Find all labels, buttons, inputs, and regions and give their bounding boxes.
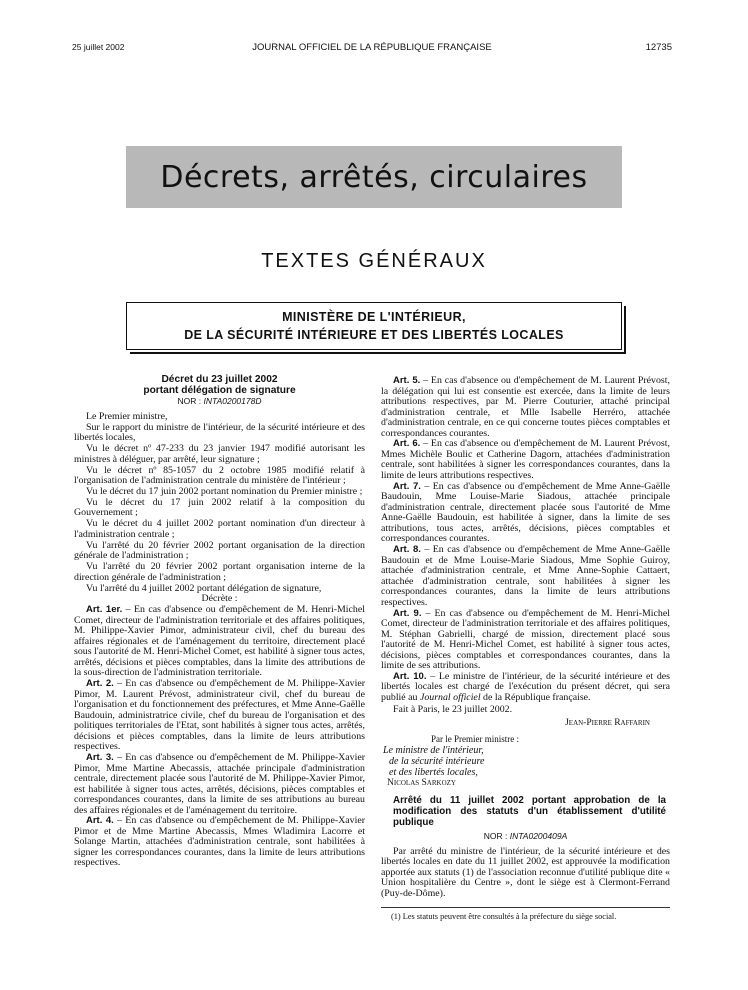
ministry-line-2: DE LA SÉCURITÉ INTÉRIEURE ET DES LIBERTÉS LOCALES	[184, 328, 564, 342]
footnote: (1) Les statuts peuvent être consultés à la préfecture du siège social.	[381, 907, 670, 922]
decree-title-line-2: portant délégation de signature	[143, 385, 296, 396]
article-label: Art. 3.	[86, 752, 114, 764]
article-label: Art. 1er.	[86, 604, 123, 616]
arrete-body: Par arrêté du ministre de l'intérieur, de la sécurité intérieure et des libertés locales en date du 11 juillet 2002, est approuvée la modification apportée aux statuts (1) de l'association reconnue d'utilité publique dite « Union hospitalière du Centre », dont le siège est à Clermont-Ferrand (Puy-de-Dôme).	[381, 845, 670, 899]
journal-officiel-ref: Journal officiel	[419, 691, 481, 703]
intro-paragraph: Vu le décret nº 85-1057 du 2 octobre 1985 modifié relatif à l'organisation de l'administration centrale du ministère de l'intérieur ;	[74, 464, 365, 487]
minister-title-line: et des libertés locales,	[389, 766, 478, 778]
right-column	[381, 376, 670, 922]
article	[74, 605, 365, 679]
article	[381, 672, 670, 704]
intro-paragraph: Vu l'arrêté du 20 février 2002 portant organisation de la direction générale de l'administration ;	[74, 539, 365, 562]
page-header	[72, 42, 672, 56]
minister-title-line: Le ministre de l'intérieur,	[383, 744, 484, 756]
article	[381, 609, 670, 672]
article-text: de la République française.	[480, 691, 591, 703]
header-page-number: 12735	[645, 42, 672, 53]
decrete-line: Décrète :	[201, 593, 238, 605]
minister-title-line: de la sécurité intérieure	[389, 755, 485, 767]
intro-paragraph: Le Premier ministre,	[86, 411, 168, 422]
article-text: – Le ministre de l'intérieur, de la sécurité intérieure et des libertés locales est chargé de l'exécution du présent décret, qui sera publié au	[381, 670, 670, 703]
minister-name: Nicolas Sarkozy	[387, 777, 456, 788]
article-label: Art. 10.	[393, 670, 427, 682]
ministry-line-1: MINISTÈRE DE L'INTÉRIEUR,	[282, 310, 466, 324]
article	[74, 753, 365, 816]
article-text: – En cas d'absence ou d'empêchement de Mme Anne-Gaëlle Baudouin et de Mme Louise-Marie Siadous, Mme Sophie Guiroy, attachée d'administration centrale, et Mme Anne-Sophie Cattaert, attachée d'administration centrale, sont habilitées à signer les correspondances courantes, dans la limite de leurs attributions respectives.	[381, 544, 670, 608]
article-text: – En cas d'absence ou d'empêchement de M. Philippe-Xavier Pimor, M. Laurent Prévost, administrateur civil, chef du bureau de l'organisation et du fonctionnement des préfectures, et Mme Anne-Gaëlle Baudouin, administratrice civile, chef du bureau de l'organisation et des politiques territoriales de l'Etat, sont habilités à signer tous actes, arrêtés, décisions et pièces comptables, dans la limite de leurs attributions respectives.	[74, 678, 365, 753]
article-text: – En cas d'absence ou d'empêchement de M. Philippe-Xavier Pimor et de Mme Martine Abecassis, Mmes Wladimira Lacorre et Solange Martin, attachées d'administration centrale, sont habilitées à signer les correspondances courantes, dans la limite de leurs attributions respectives.	[74, 815, 365, 869]
article-label: Art. 7.	[393, 480, 421, 492]
article	[381, 439, 670, 481]
section-banner	[126, 146, 622, 208]
decree-title-line-1: Décret du 23 juillet 2002	[161, 374, 278, 385]
nor-code: INTA0200409A	[509, 830, 568, 841]
by-prime-minister: Par le Premier ministre :	[431, 734, 519, 745]
intro-paragraph: Vu le décret du 4 juillet 2002 portant nomination d'un directeur à l'administration centrale ;	[74, 518, 365, 540]
signature-date: Fait à Paris, le 23 juillet 2002.	[393, 704, 513, 716]
ministry-box	[126, 302, 622, 350]
article-text: – En cas d'absence ou d'empêchement de M. Henri-Michel Comet, directeur de l'administration territoriale et des affaires politiques, M. Philippe-Xavier Pimor, administrateur civil, chef du bureau des affaires régionales et de l'aménagement du territoire, directement placé sous l'autorité de M. Henri-Michel Comet, est habilité à signer tous actes, arrêtés, décisions et pièces comptables, dans la limite des attributions de la sous-direction de l'administration territoriale.	[74, 604, 365, 679]
nor-code: INTA0200178D	[203, 396, 262, 406]
article-label: Art. 9.	[393, 607, 422, 619]
article-label: Art. 4.	[86, 815, 114, 827]
article-text: – En cas d'absence ou d'empêchement de M. Henri-Michel Comet, directeur de l'administration territoriale et des affaires politiques, M. Stéphan Gabrielli, chargé de mission, directement placé sous l'autorité de M. Henri-Michel Comet, est habilité à signer tous actes, décisions, pièces comptables et correspondances courantes, dans la limite de ses attributions.	[381, 607, 670, 672]
header-journal-title: JOURNAL OFFICIEL DE LA RÉPUBLIQUE FRANÇAISE	[252, 42, 492, 53]
intro-paragraph: Vu le décret nº 47-233 du 23 janvier 1947 modifié autorisant les ministres à déléguer, par arrêté, leur signature ;	[74, 443, 365, 465]
nor-label: NOR :	[177, 396, 202, 406]
article-text: – En cas d'absence ou d'empêchement de M. Philippe-Xavier Pimor, Mme Martine Abecassis, attachée principale d'administration centrale, directement placée sous l'autorité de M. Philippe-Xavier Pimor, est habilitée à signer tous actes, arrêtés, décisions, pièces comptables et correspondances courantes, dans la limite de ses attributions au bureau des affaires régionales et de l'aménagement du territoire.	[74, 752, 365, 816]
article	[74, 816, 365, 869]
section-heading: TEXTES GÉNÉRAUX	[261, 250, 487, 272]
article-label: Art. 6.	[393, 438, 421, 450]
article-text: – En cas d'absence ou d'empêchement de M. Laurent Prévost, Mmes Michèle Boulic et Catherine Dagorn, attachées d'administration centrale, sont habilitées à signer les correspondances courantes, dans la limite de leurs attributions respectives.	[381, 438, 670, 481]
article	[381, 482, 670, 545]
decree-nor	[74, 396, 365, 406]
intro-paragraph: Vu le décret du 17 juin 2002 portant nomination du Premier ministre ;	[86, 486, 363, 498]
signatory-name: Jean-Pierre Raffarin	[565, 717, 650, 728]
left-column	[74, 374, 365, 869]
banner-title: Décrets, arrêtés, circulaires	[160, 159, 588, 195]
header-date: 25 juillet 2002	[72, 42, 125, 52]
arrete-title: Arrêté du 11 juillet 2002 portant approbation de la modification des statuts d'un établissement d'utilité publique	[393, 795, 666, 829]
intro-paragraph: Vu l'arrêté du 4 juillet 2002 portant délégation de signature,	[86, 582, 322, 594]
article-label: Art. 5.	[393, 375, 421, 386]
intro-paragraph: Sur le rapport du ministre de l'intérieur, de la sécurité intérieure et des libertés locales,	[74, 421, 365, 444]
intro-paragraph: Vu l'arrêté du 20 février 2002 portant organisation interne de la direction générale de l'administration ;	[74, 561, 365, 583]
article-label: Art. 2.	[86, 678, 114, 690]
article	[74, 679, 365, 753]
arrete-nor	[381, 831, 670, 841]
article-label: Art. 8.	[393, 544, 421, 556]
minister-title	[381, 745, 670, 778]
article	[381, 545, 670, 608]
article-text: – En cas d'absence ou d'empêchement de M. Laurent Prévost, la délégation qui lui est consentie est exercée, dans la limite de leurs attributions respectives, par M. Pierre Couturier, attaché principal d'administration centrale, et Mlle Isabelle Herréro, attachée d'administration centrale, en ce qui concerne toutes pièces comptables et correspondances courantes.	[381, 375, 670, 439]
decree-title	[74, 374, 365, 396]
article	[381, 376, 670, 439]
article-text: – En cas d'absence ou d'empêchement de Mme Anne-Gaëlle Baudouin, Mme Louise-Marie Siadous, attachée principale d'administration centrale, directement placée sous l'autorité de Mme Anne-Gaëlle Baudouin, est habilitée à signer, dans la limite de ses attributions, tous actes, arrêtés, décisions, pièces comptables et correspondances courantes.	[381, 480, 670, 545]
nor-label: NOR :	[483, 830, 508, 841]
intro-paragraph: Vu le décret du 17 juin 2002 relatif à la composition du Gouvernement ;	[74, 496, 365, 519]
